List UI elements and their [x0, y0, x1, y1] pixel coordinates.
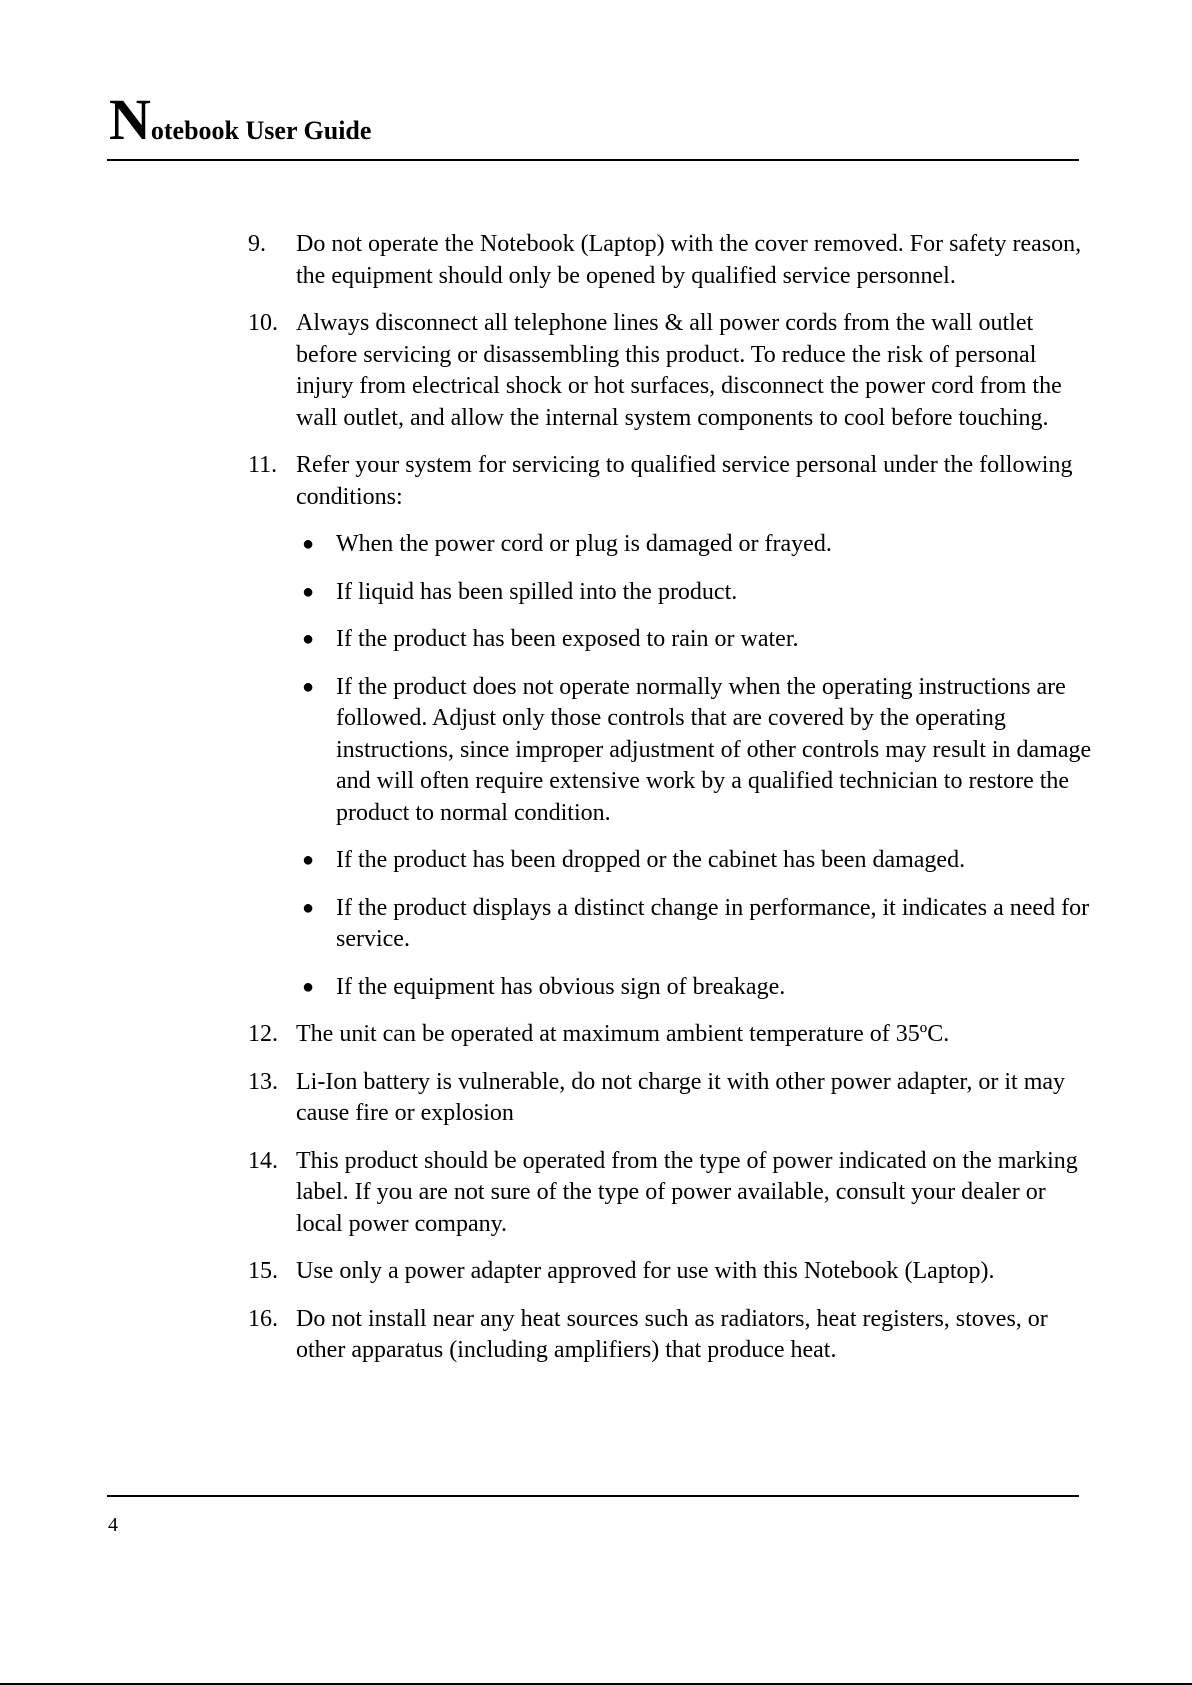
list-item	[248, 1256, 1098, 1288]
item-number: 10.	[248, 310, 278, 336]
bullet-text: When the power cord or plug is damaged or frayed.	[336, 531, 832, 557]
list-item	[248, 1019, 1098, 1051]
bullet-item	[296, 672, 1098, 830]
page-header	[107, 86, 1079, 161]
bullet-dot-icon: ●	[302, 533, 315, 555]
bullet-item	[296, 529, 1098, 561]
bullet-text: If the product does not operate normally when the operating instructions are followed. Adjust only those controls that are covered by the operating instructions, since improper adjustment of other controls may result in damage and will often require extensive work by a qualified technician to restore the product to normal condition.	[336, 673, 1092, 826]
bullet-item	[296, 577, 1098, 609]
bullet-dot-icon: ●	[302, 628, 315, 650]
bullet-dot-icon: ●	[302, 580, 315, 603]
bullet-text: If the product displays a distinct change in performance, it indicates a need for service.	[336, 894, 1090, 952]
title-drop-cap: N	[109, 87, 151, 152]
bullet-dot-icon: ●	[302, 849, 315, 871]
bullet-dot-icon: ●	[302, 896, 315, 919]
list-item	[248, 308, 1098, 434]
item-number: 15.	[248, 1258, 278, 1284]
item-number: 13.	[248, 1068, 278, 1095]
item-text: Li-Ion battery is vulnerable, do not charge it with other power adapter, or it may cause fire or explosion	[296, 1068, 1066, 1126]
item-text: The unit can be operated at maximum ambient temperature of 35ºC.	[296, 1021, 950, 1047]
list-item	[248, 1067, 1098, 1130]
list-item	[248, 1146, 1098, 1241]
bullet-item	[296, 972, 1098, 1004]
bullet-item	[296, 893, 1098, 956]
conditions-bullet-list	[296, 529, 1098, 1003]
item-number: 11.	[248, 452, 278, 478]
item-number: 12.	[248, 1021, 278, 1047]
bullet-item	[296, 845, 1098, 877]
page-number: 4	[108, 1514, 118, 1536]
item-number: 9.	[248, 231, 266, 257]
document-title	[109, 87, 372, 152]
list-item	[248, 229, 1098, 292]
item-text: Always disconnect all telephone lines & all power cords from the wall outlet before servicing or disassembling this product. To reduce the risk of personal injury from electrical shock or hot surfaces, disconnect the power cord from the wall outlet, and allow the internal system components to cool before touching.	[296, 310, 1062, 431]
item-text: This product should be operated from the type of power indicated on the marking label. If you are not sure of the type of power available, consult your dealer or local power company.	[296, 1147, 1078, 1237]
item-text: Do not install near any heat sources such as radiators, heat registers, stoves, or other apparatus (including amplifiers) that produce heat.	[296, 1305, 1048, 1363]
bullet-text: If the product has been dropped or the cabinet has been damaged.	[336, 847, 966, 873]
bullet-text: If liquid has been spilled into the product.	[336, 578, 738, 605]
footer-divider	[107, 1495, 1079, 1497]
title-rest: otebook User Guide	[150, 116, 372, 145]
list-item	[248, 1304, 1098, 1367]
safety-instructions-list	[248, 229, 1098, 1383]
bullet-dot-icon: ●	[302, 975, 315, 998]
bullet-text: If the product has been exposed to rain or water.	[336, 626, 799, 652]
bullet-text: If the equipment has obvious sign of breakage.	[336, 973, 786, 1000]
item-number: 14.	[248, 1147, 278, 1174]
bullet-dot-icon: ●	[302, 675, 315, 698]
item-number: 16.	[248, 1305, 278, 1332]
item-text: Refer your system for servicing to qualified service personal under the following conditions:	[296, 452, 1073, 510]
item-text: Use only a power adapter approved for use with this Notebook (Laptop).	[296, 1258, 995, 1284]
item-text: Do not operate the Notebook (Laptop) with the cover removed. For safety reason, the equipment should only be opened by qualified service personnel.	[296, 231, 1082, 289]
list-item	[248, 450, 1098, 1003]
bullet-item	[296, 624, 1098, 656]
